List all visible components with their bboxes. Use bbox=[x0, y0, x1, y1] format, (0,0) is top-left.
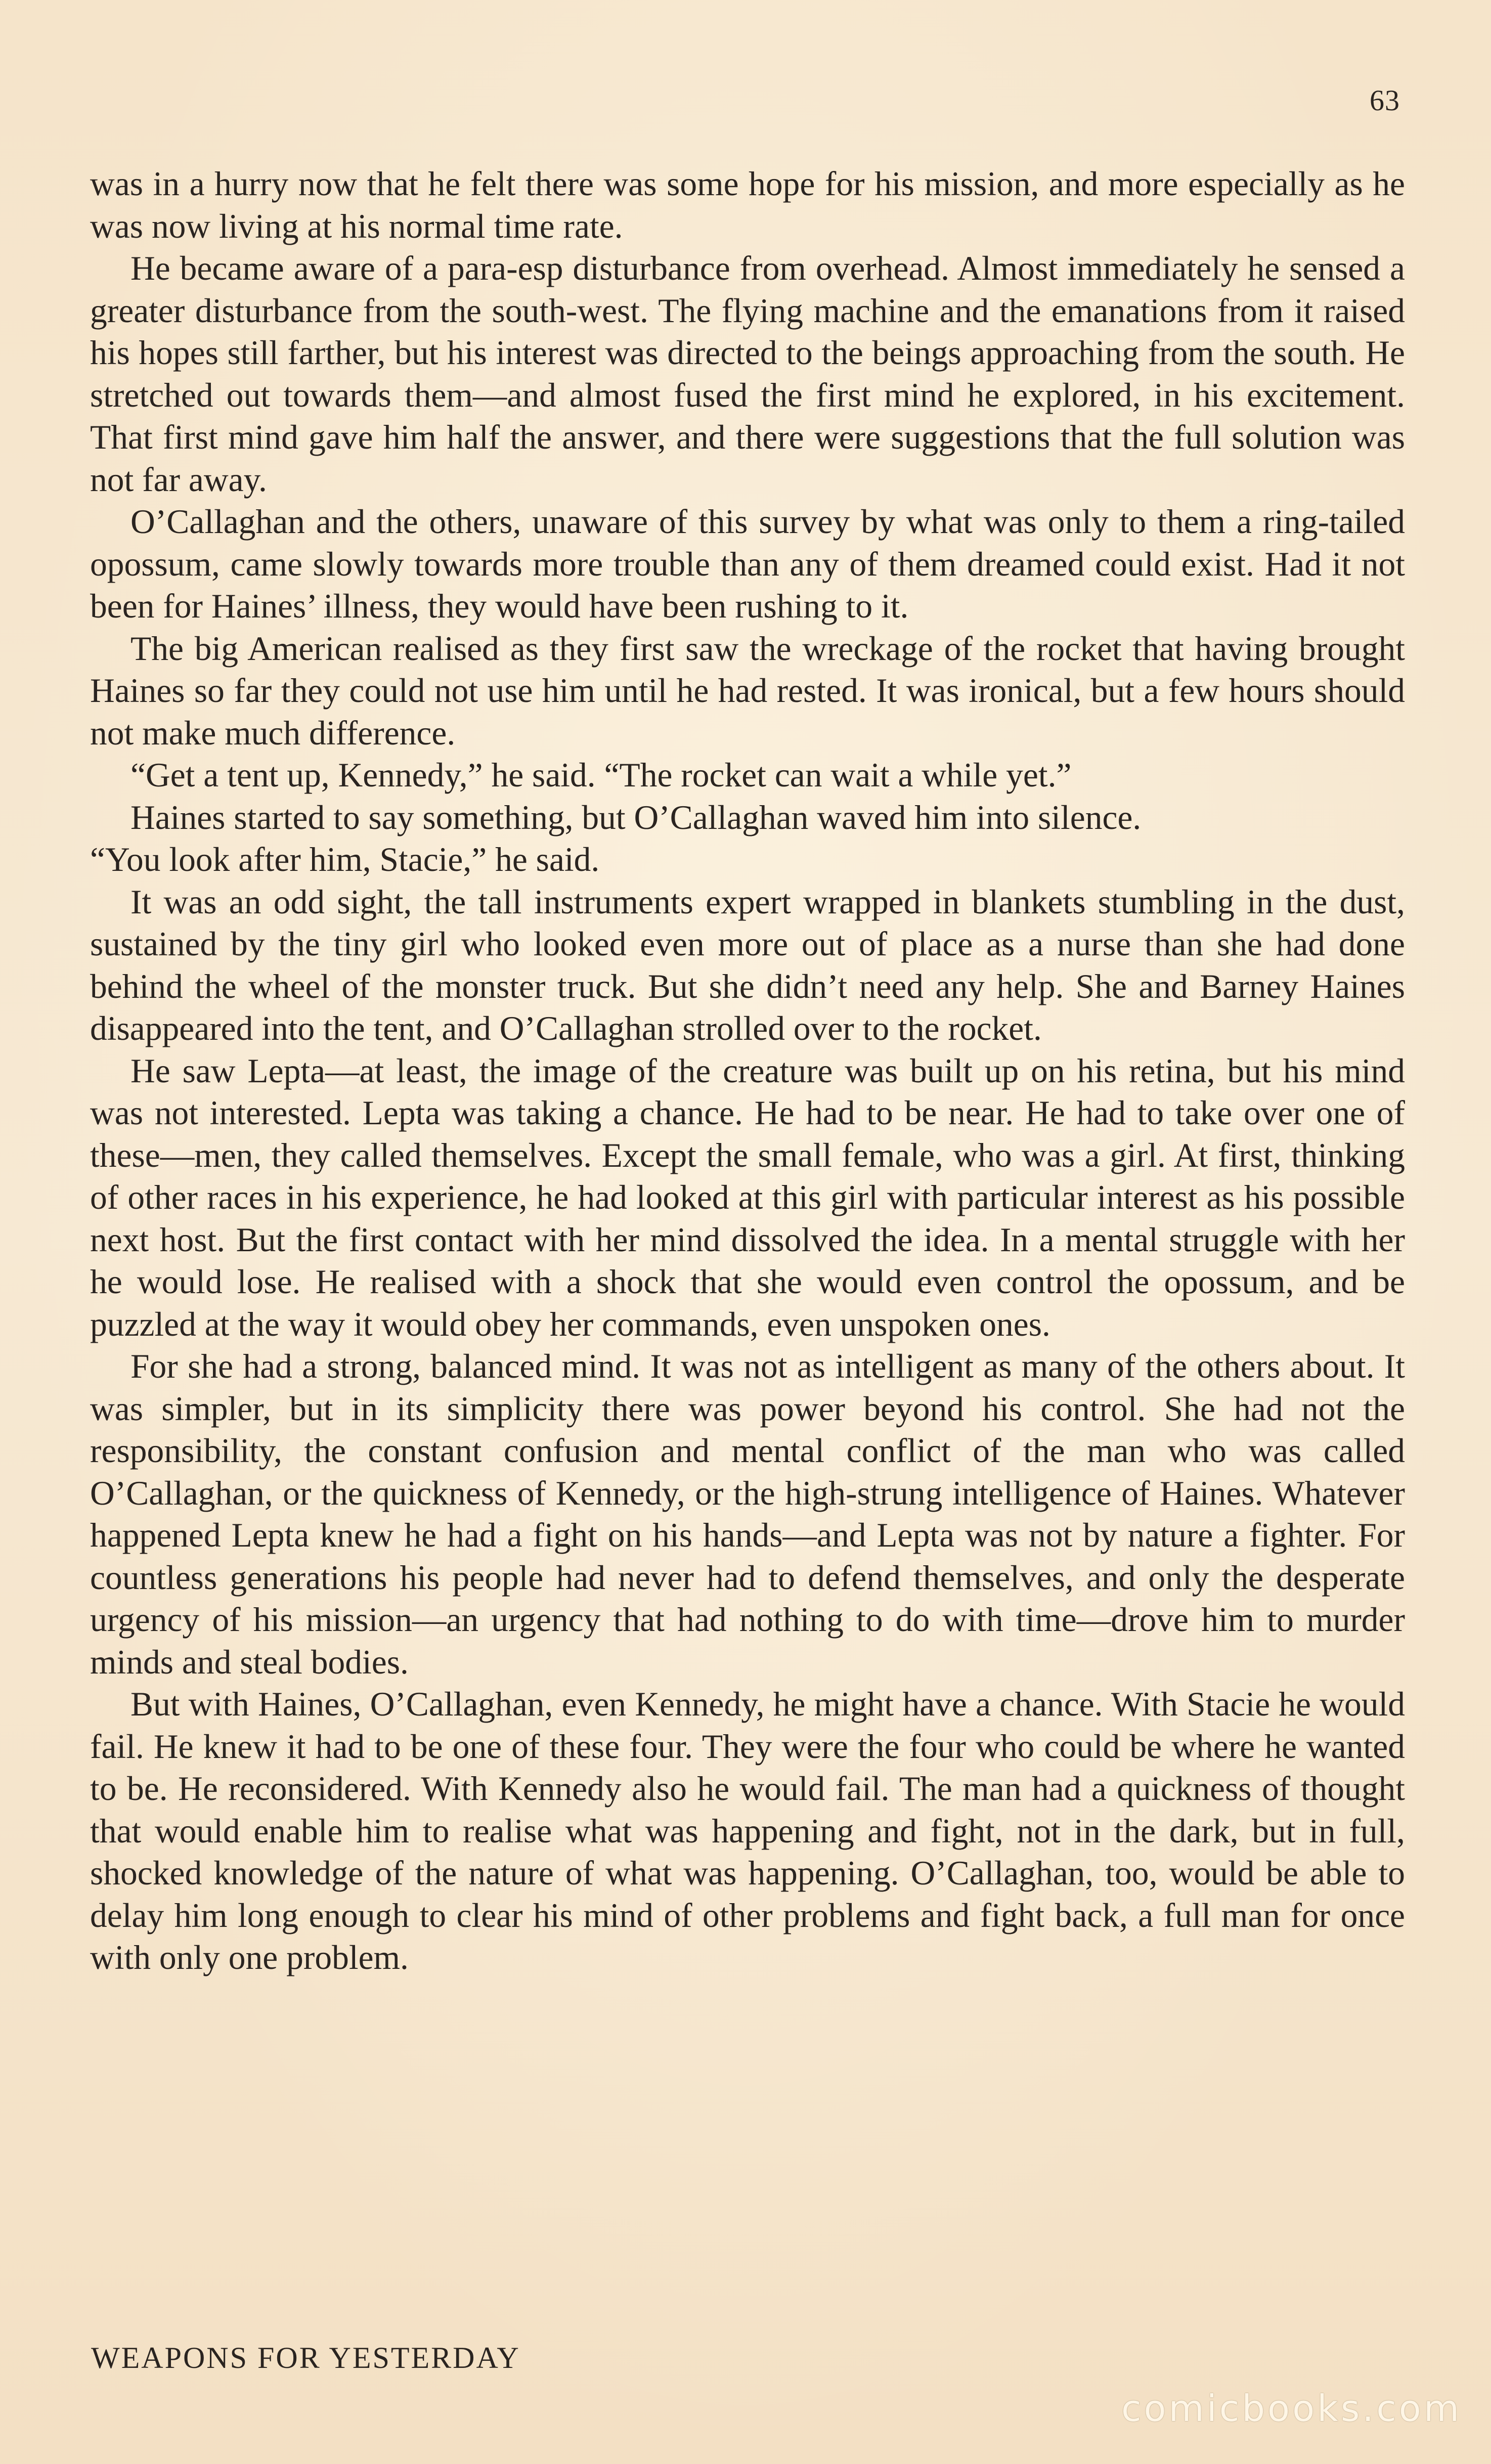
paragraph: For she had a strong, balanced mind. It was not as intelligent as many of the others about. It was simpler, but in its simplicity there was power beyond his control. She had not the responsibility, the constant confusion and mental conflict of the man who was called O’Callaghan, or the quickness of Kennedy, or the high-strung intelligence of Haines. Whatever happened Lepta knew he had a fight on his hands—and Lepta was not by nature a fighter. For countless generations his people had never had to defend themselves, and only the desperate urgency of his mission—an urgency that had nothing to do with time—drove him to murder minds and steal bodies. bbox=[90, 1347, 1405, 1681]
paragraph: The big American realised as they first saw the wreckage of the rocket that having brought Haines so far they could not use him until he had rested. It was ironical, but a few hours should not make much difference. bbox=[90, 629, 1405, 752]
paragraph: O’Callaghan and the others, unaware of this survey by what was only to them a ring-tailed opossum, came slowly towards more trouble than any of them dreamed could exist. Had it not been for Haines’ illness, they would have been rushing to it. bbox=[90, 503, 1405, 625]
page-number: 63 bbox=[1370, 84, 1400, 117]
running-footer-title: WEAPONS FOR YESTERDAY bbox=[91, 2341, 520, 2374]
paragraph: Haines started to say something, but O’Callaghan waved him into silence. bbox=[130, 798, 1142, 837]
body-text bbox=[90, 163, 1405, 1979]
paragraph: He saw Lepta—at least, the image of the creature was built up on his retina, but his mind was not interested. Lepta was taking a chance. He had to be near. He had to take over one of these—men, they called themselves. Except the small female, who was a girl. At first, thinking of other races in his experience, he had looked at this girl with particular interest as his possible next host. But the first contact with her mind dissolved the idea. In a mental struggle with her he would lose. He realised with a shock that she would even control the opossum, and be puzzled at the way it would obey her commands, even unspoken ones. bbox=[90, 1051, 1405, 1343]
paragraph: “You look after him, Stacie,” he said. bbox=[90, 841, 600, 878]
paragraph: was in a hurry now that he felt there was some hope for his mission, and more especially as he was now living at his normal time rate. bbox=[90, 165, 1405, 245]
paragraph: It was an odd sight, the tall instruments expert wrapped in blankets stumbling in the dust, sustained by the tiny girl who looked even more out of place as a nurse than she had done behind the wheel of the monster truck. But she didn’t need any help. She and Barney Haines disappeared into the tent, and O’Callaghan strolled over to the rocket. bbox=[90, 883, 1405, 1047]
watermark: comicbooks.com bbox=[1121, 2387, 1462, 2430]
paragraph: But with Haines, O’Callaghan, even Kennedy, he might have a chance. With Stacie he would fail. He knew it had to be one of these four. They were the four who could be where he wanted to be. He reconsidered. With Kennedy also he would fail. The man had a quickness of thought that would enable him to realise what was happening and fight, not in the dark, but in full, shocked knowledge of the nature of what was happening. O’Callaghan, too, would be able to delay him long enough to clear his mind of other problems and fight back, a full man for once with only one problem. bbox=[90, 1685, 1405, 1976]
paragraph: He became aware of a para-esp disturbance from overhead. Almost immediately he sensed a greater disturbance from the south-west. The flying machine and the emanations from it raised his hopes still farther, but his interest was directed to the beings approaching from the south. He stretched out towards them—and almost fused the first mind he explored, in his excitement. That first mind gave him half the answer, and there were suggestions that the full solution was not far away. bbox=[90, 249, 1405, 499]
paragraph: “Get a tent up, Kennedy,” he said. “The rocket can wait a while yet.” bbox=[130, 756, 1072, 794]
